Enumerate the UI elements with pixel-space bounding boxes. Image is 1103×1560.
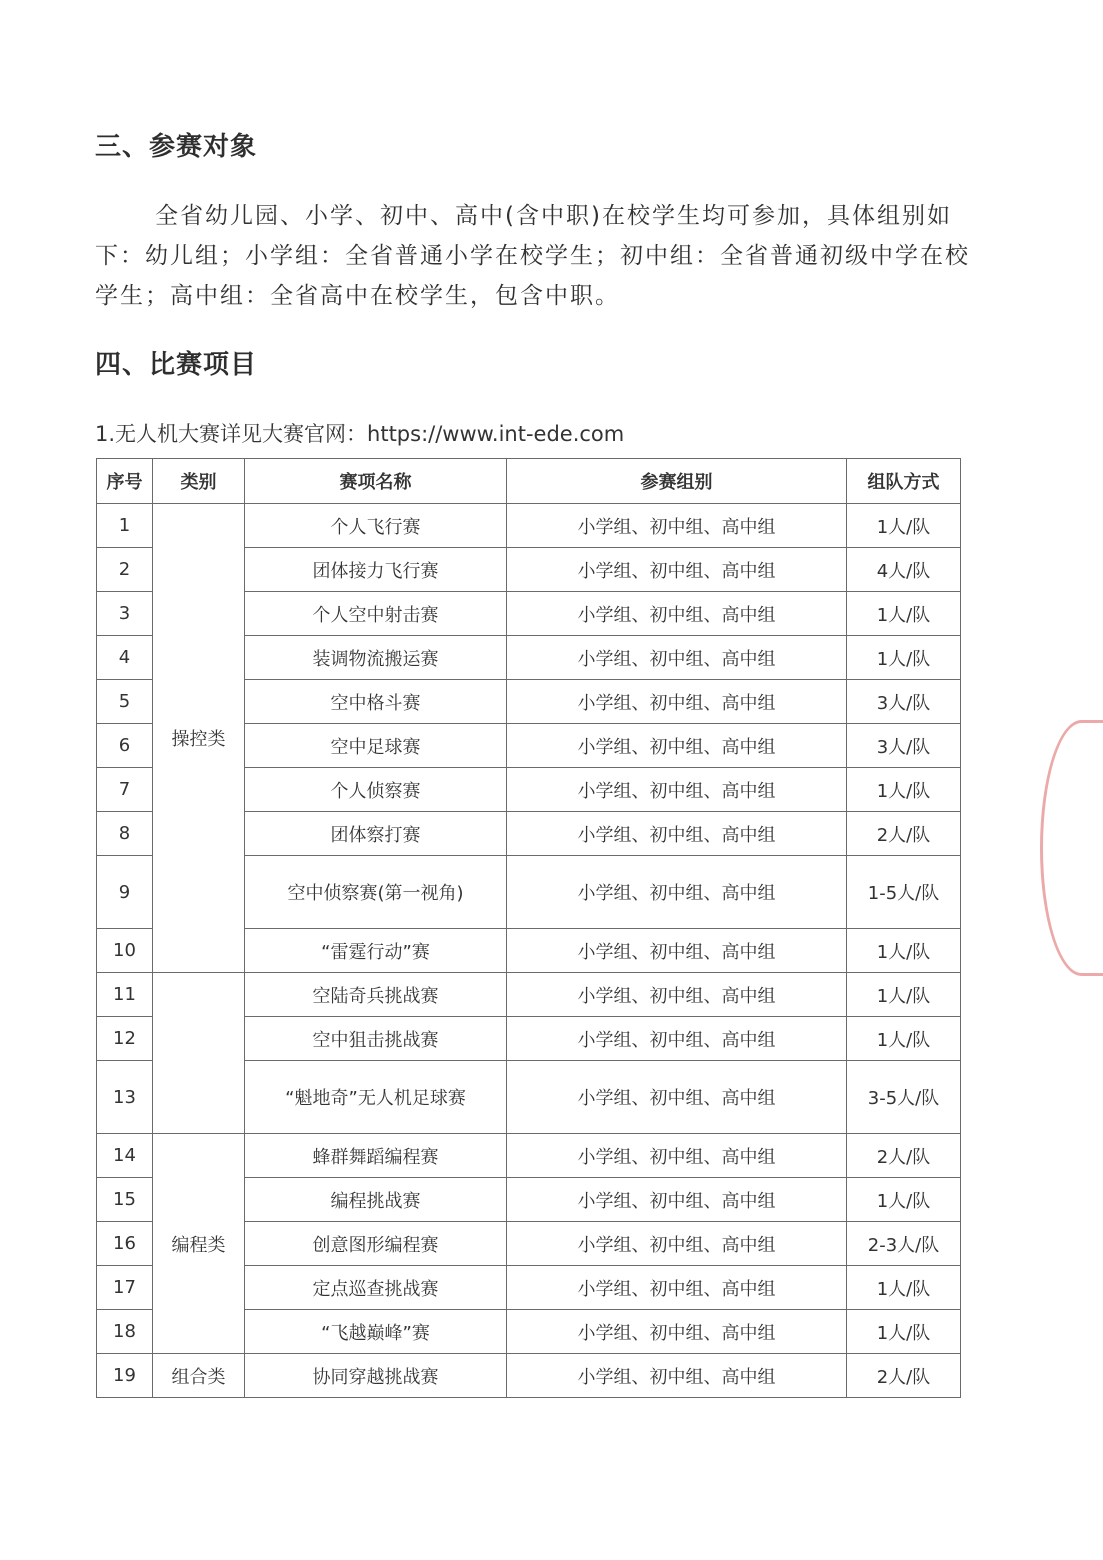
- section-3-heading: 三、参赛对象: [95, 132, 258, 162]
- row-event-name: 空陆奇兵挑战赛: [245, 973, 507, 1017]
- row-event-name: 空中狙击挑战赛: [245, 1017, 507, 1061]
- row-no: 1: [97, 504, 153, 548]
- row-groups: 小学组、初中组、高中组: [507, 1310, 847, 1354]
- row-groups: 小学组、初中组、高中组: [507, 856, 847, 929]
- row-event-name: 空中侦察赛(第一视角): [245, 856, 507, 929]
- row-no: 12: [97, 1017, 153, 1061]
- row-groups: 小学组、初中组、高中组: [507, 1354, 847, 1398]
- row-no: 14: [97, 1134, 153, 1178]
- row-no: 4: [97, 636, 153, 680]
- row-groups: 小学组、初中组、高中组: [507, 1266, 847, 1310]
- events-table: [96, 458, 961, 1398]
- row-groups: 小学组、初中组、高中组: [507, 724, 847, 768]
- row-team: 1人/队: [847, 1178, 961, 1222]
- row-team: 2人/队: [847, 1134, 961, 1178]
- row-groups: 小学组、初中组、高中组: [507, 973, 847, 1017]
- row-event-name: 个人侦察赛: [245, 768, 507, 812]
- row-event-name: 协同穿越挑战赛: [245, 1354, 507, 1398]
- row-groups: 小学组、初中组、高中组: [507, 548, 847, 592]
- table-row: [97, 1354, 961, 1398]
- row-no: 6: [97, 724, 153, 768]
- row-no: 5: [97, 680, 153, 724]
- row-team: 1人/队: [847, 768, 961, 812]
- row-event-name: 创意图形编程赛: [245, 1222, 507, 1266]
- row-event-name: 空中格斗赛: [245, 680, 507, 724]
- table-row: [97, 504, 961, 548]
- row-team: 1人/队: [847, 636, 961, 680]
- row-event-name: 编程挑战赛: [245, 1178, 507, 1222]
- row-event-name: 个人空中射击赛: [245, 592, 507, 636]
- paragraph-text: 全省幼儿园、小学、初中、高中(含中职)在校学生均可参加，具体组别如下：幼儿组；小学组：全省普通小学在校学生；初中组：全省普通初级中学在校学生；高中组：全省高中在校学生，包含中职。: [95, 203, 970, 309]
- row-groups: 小学组、初中组、高中组: [507, 680, 847, 724]
- row-groups: 小学组、初中组、高中组: [507, 1061, 847, 1134]
- row-groups: 小学组、初中组、高中组: [507, 812, 847, 856]
- row-team: 1人/队: [847, 973, 961, 1017]
- row-team: 1人/队: [847, 592, 961, 636]
- row-no: 2: [97, 548, 153, 592]
- row-team: 1-5人/队: [847, 856, 961, 929]
- row-no: 9: [97, 856, 153, 929]
- section-4-heading: 四、比赛项目: [95, 350, 258, 380]
- row-team: 3人/队: [847, 680, 961, 724]
- row-groups: 小学组、初中组、高中组: [507, 592, 847, 636]
- row-team: 1人/队: [847, 1017, 961, 1061]
- row-groups: 小学组、初中组、高中组: [507, 929, 847, 973]
- row-no: 13: [97, 1061, 153, 1134]
- header-no: 序号: [97, 459, 153, 504]
- category-cell: 组合类: [153, 1354, 245, 1398]
- header-groups: 参赛组别: [507, 459, 847, 504]
- header-category: 类别: [153, 459, 245, 504]
- row-team: 1人/队: [847, 504, 961, 548]
- row-event-name: 蜂群舞蹈编程赛: [245, 1134, 507, 1178]
- row-team: 2人/队: [847, 812, 961, 856]
- table-subtitle: 1.无人机大赛详见大赛官网：https://www.int-ede.com: [95, 422, 625, 446]
- row-event-name: 个人飞行赛: [245, 504, 507, 548]
- row-no: 3: [97, 592, 153, 636]
- row-no: 16: [97, 1222, 153, 1266]
- row-event-name: “飞越巅峰”赛: [245, 1310, 507, 1354]
- header-team: 组队方式: [847, 459, 961, 504]
- row-no: 17: [97, 1266, 153, 1310]
- row-no: 15: [97, 1178, 153, 1222]
- row-groups: 小学组、初中组、高中组: [507, 504, 847, 548]
- row-groups: 小学组、初中组、高中组: [507, 1017, 847, 1061]
- row-team: 2人/队: [847, 1354, 961, 1398]
- row-groups: 小学组、初中组、高中组: [507, 1222, 847, 1266]
- section-3-paragraph: [95, 196, 975, 316]
- table-row: [97, 973, 961, 1017]
- category-cell-blank: [153, 973, 245, 1134]
- row-groups: 小学组、初中组、高中组: [507, 1134, 847, 1178]
- row-team: 1人/队: [847, 929, 961, 973]
- row-event-name: “雷霆行动”赛: [245, 929, 507, 973]
- row-no: 7: [97, 768, 153, 812]
- row-event-name: 定点巡查挑战赛: [245, 1266, 507, 1310]
- row-no: 11: [97, 973, 153, 1017]
- row-team: 1人/队: [847, 1310, 961, 1354]
- row-team: 3-5人/队: [847, 1061, 961, 1134]
- row-team: 1人/队: [847, 1266, 961, 1310]
- row-groups: 小学组、初中组、高中组: [507, 636, 847, 680]
- row-team: 4人/队: [847, 548, 961, 592]
- row-no: 19: [97, 1354, 153, 1398]
- header-event-name: 赛项名称: [245, 459, 507, 504]
- row-event-name: 装调物流搬运赛: [245, 636, 507, 680]
- category-cell: 编程类: [153, 1134, 245, 1354]
- row-no: 18: [97, 1310, 153, 1354]
- row-team: 2-3人/队: [847, 1222, 961, 1266]
- row-event-name: 团体察打赛: [245, 812, 507, 856]
- row-event-name: 团体接力飞行赛: [245, 548, 507, 592]
- table-header-row: [97, 459, 961, 504]
- row-event-name: “魁地奇”无人机足球赛: [245, 1061, 507, 1134]
- red-seal-stamp: [1040, 720, 1103, 976]
- row-groups: 小学组、初中组、高中组: [507, 1178, 847, 1222]
- row-groups: 小学组、初中组、高中组: [507, 768, 847, 812]
- row-no: 8: [97, 812, 153, 856]
- category-cell: 操控类: [153, 504, 245, 973]
- row-team: 3人/队: [847, 724, 961, 768]
- row-no: 10: [97, 929, 153, 973]
- table-row: [97, 1134, 961, 1178]
- row-event-name: 空中足球赛: [245, 724, 507, 768]
